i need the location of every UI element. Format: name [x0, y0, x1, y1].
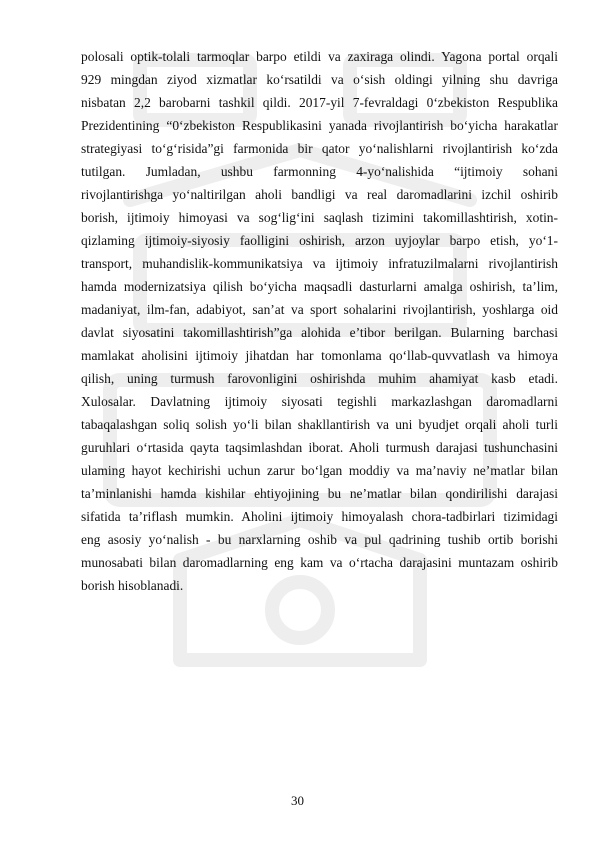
page-number: 30	[291, 793, 304, 808]
text-line: munosabati bilan daromadlarning eng kam va o‘rtacha darajasini muntazam oshirib	[81, 555, 558, 570]
text-line: borish hisoblanadi.	[81, 578, 184, 593]
text-line: ta’minlanishi hamda kishilar ehtiyojining bu ne’matlar bilan qondirilishi darajasi	[81, 486, 558, 501]
text-line: qilish, uning turmush farovonligini oshirishda muhim ahamiyat kasb etadi.	[81, 371, 558, 386]
text-line: tabaqalashgan soliq solish yo‘li bilan shakllantirish va uni byudjet orqali aholi turli	[81, 417, 558, 432]
text-line: polosali optik-tolali tarmoqlar barpo etildi va zaxiraga olindi. Yagona portal orqali	[81, 49, 558, 64]
body-text	[81, 45, 558, 597]
text-line: qizlaming ijtimoiy-siyosiy faolligini oshirish, arzon uyjoylar barpo etish, yo‘1-	[81, 233, 558, 248]
text-line: eng asosiy yo‘nalish - bu narxlarning oshib va pul qadrining tushib ortib borishi	[81, 532, 558, 547]
text-line: madaniyat, ilm-fan, adabiyot, san’at va sport sohalarini rivojlantirish, yoshlarga oid	[81, 302, 558, 317]
text-line: Prezidentining “0‘zbekiston Respublikasini yanada rivojlantirish bo‘yicha harakatlar	[81, 118, 558, 133]
text-line: tutilgan. Jumladan, ushbu farmonning 4-yo‘nalishida “ijtimoiy sohani	[81, 164, 558, 179]
text-line: sifatida ta’riflash mumkin. Aholini ijtimoiy himoyalash chora-tadbirlari tizimidagi	[81, 509, 558, 524]
text-line: 929 mingdan ziyod xizmatlar ko‘rsatildi va o‘sish oldingi yilning shu davriga	[81, 72, 558, 87]
text-line: davlat siyosatini takomillashtirish”ga alohida e’tibor berilgan. Bularning barchasi	[81, 325, 558, 340]
text-line: borish, ijtimoiy himoyasi va sog‘lig‘ini saqlash tizimini takomillashtirish, xotin-	[81, 210, 558, 225]
text-line: nisbatan 2,2 barobarni tashkil qildi. 2017-yil 7-fevraldagi 0‘zbekiston Respublika	[81, 95, 558, 110]
text-line: ulaming hayot kechirishi uchun zarur bo‘lgan moddiy va ma’naviy ne’matlar bilan	[81, 463, 558, 478]
text-line: rivojlantirishga yo‘naltirilgan aholi bandligi va real daromadlarini izchil oshirib	[81, 187, 558, 202]
text-line: guruhlari o‘rtasida qayta taqsimlashdan iborat. Aholi turmush darajasi tushunchasini	[81, 440, 558, 455]
text-line: hamda modernizatsiya qilish bo‘yicha maqsadli dasturlarni amalga oshirish, ta’lim,	[81, 279, 558, 294]
text-line: transport, muhandislik-kommunikatsiya va ijtimoiy infratuzilmalarni rivojlantirish	[81, 256, 558, 271]
text-line: Xulosalar. Davlatning ijtimoiy siyosati tegishli markazlashgan daromadlarni	[81, 394, 558, 409]
text-line: strategiyasi to‘g‘risida”gi farmonida bir qator yo‘nalishlarni rivojlantirish ko‘zda	[81, 141, 558, 156]
text-line: mamlakat aholisini ijtimoiy jihatdan har tomonlama qo‘llab-quvvatlash va himoya	[81, 348, 558, 363]
